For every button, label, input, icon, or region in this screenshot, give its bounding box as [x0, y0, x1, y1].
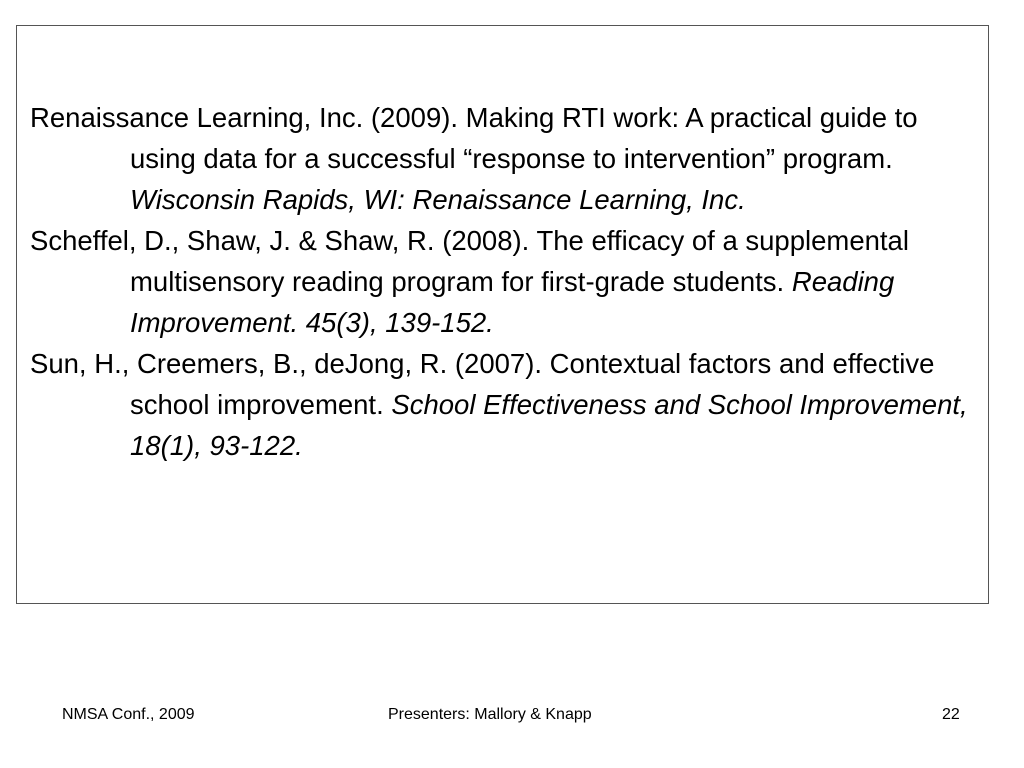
reference-text: Renaissance Learning, Inc. (2009). Making RTI work: A practical guide to using data for a successful “response to intervention” program. — [30, 102, 918, 174]
content-box — [16, 25, 989, 604]
reference-entry — [30, 220, 975, 343]
reference-text: Scheffel, D., Shaw, J. & Shaw, R. (2008). The efficacy of a supplemental multisensory reading program for first-grade students. — [30, 225, 909, 297]
reference-list — [30, 97, 975, 466]
reference-source: School Effectiveness and School Improvement, 18(1), 93-122. — [130, 389, 968, 461]
reference-entry — [30, 343, 975, 466]
reference-entry — [30, 97, 975, 220]
slide-number: 22 — [942, 706, 960, 723]
reference-text: Sun, H., Creemers, B., deJong, R. (2007). Contextual factors and effective school improvement. — [30, 348, 935, 420]
reference-source: Wisconsin Rapids, WI: Renaissance Learning, Inc. — [130, 184, 746, 215]
footer-presenters: Presenters: Mallory & Knapp — [388, 706, 592, 723]
reference-source: Reading Improvement. 45(3), 139-152. — [130, 266, 895, 338]
footer-conference: NMSA Conf., 2009 — [62, 706, 195, 723]
